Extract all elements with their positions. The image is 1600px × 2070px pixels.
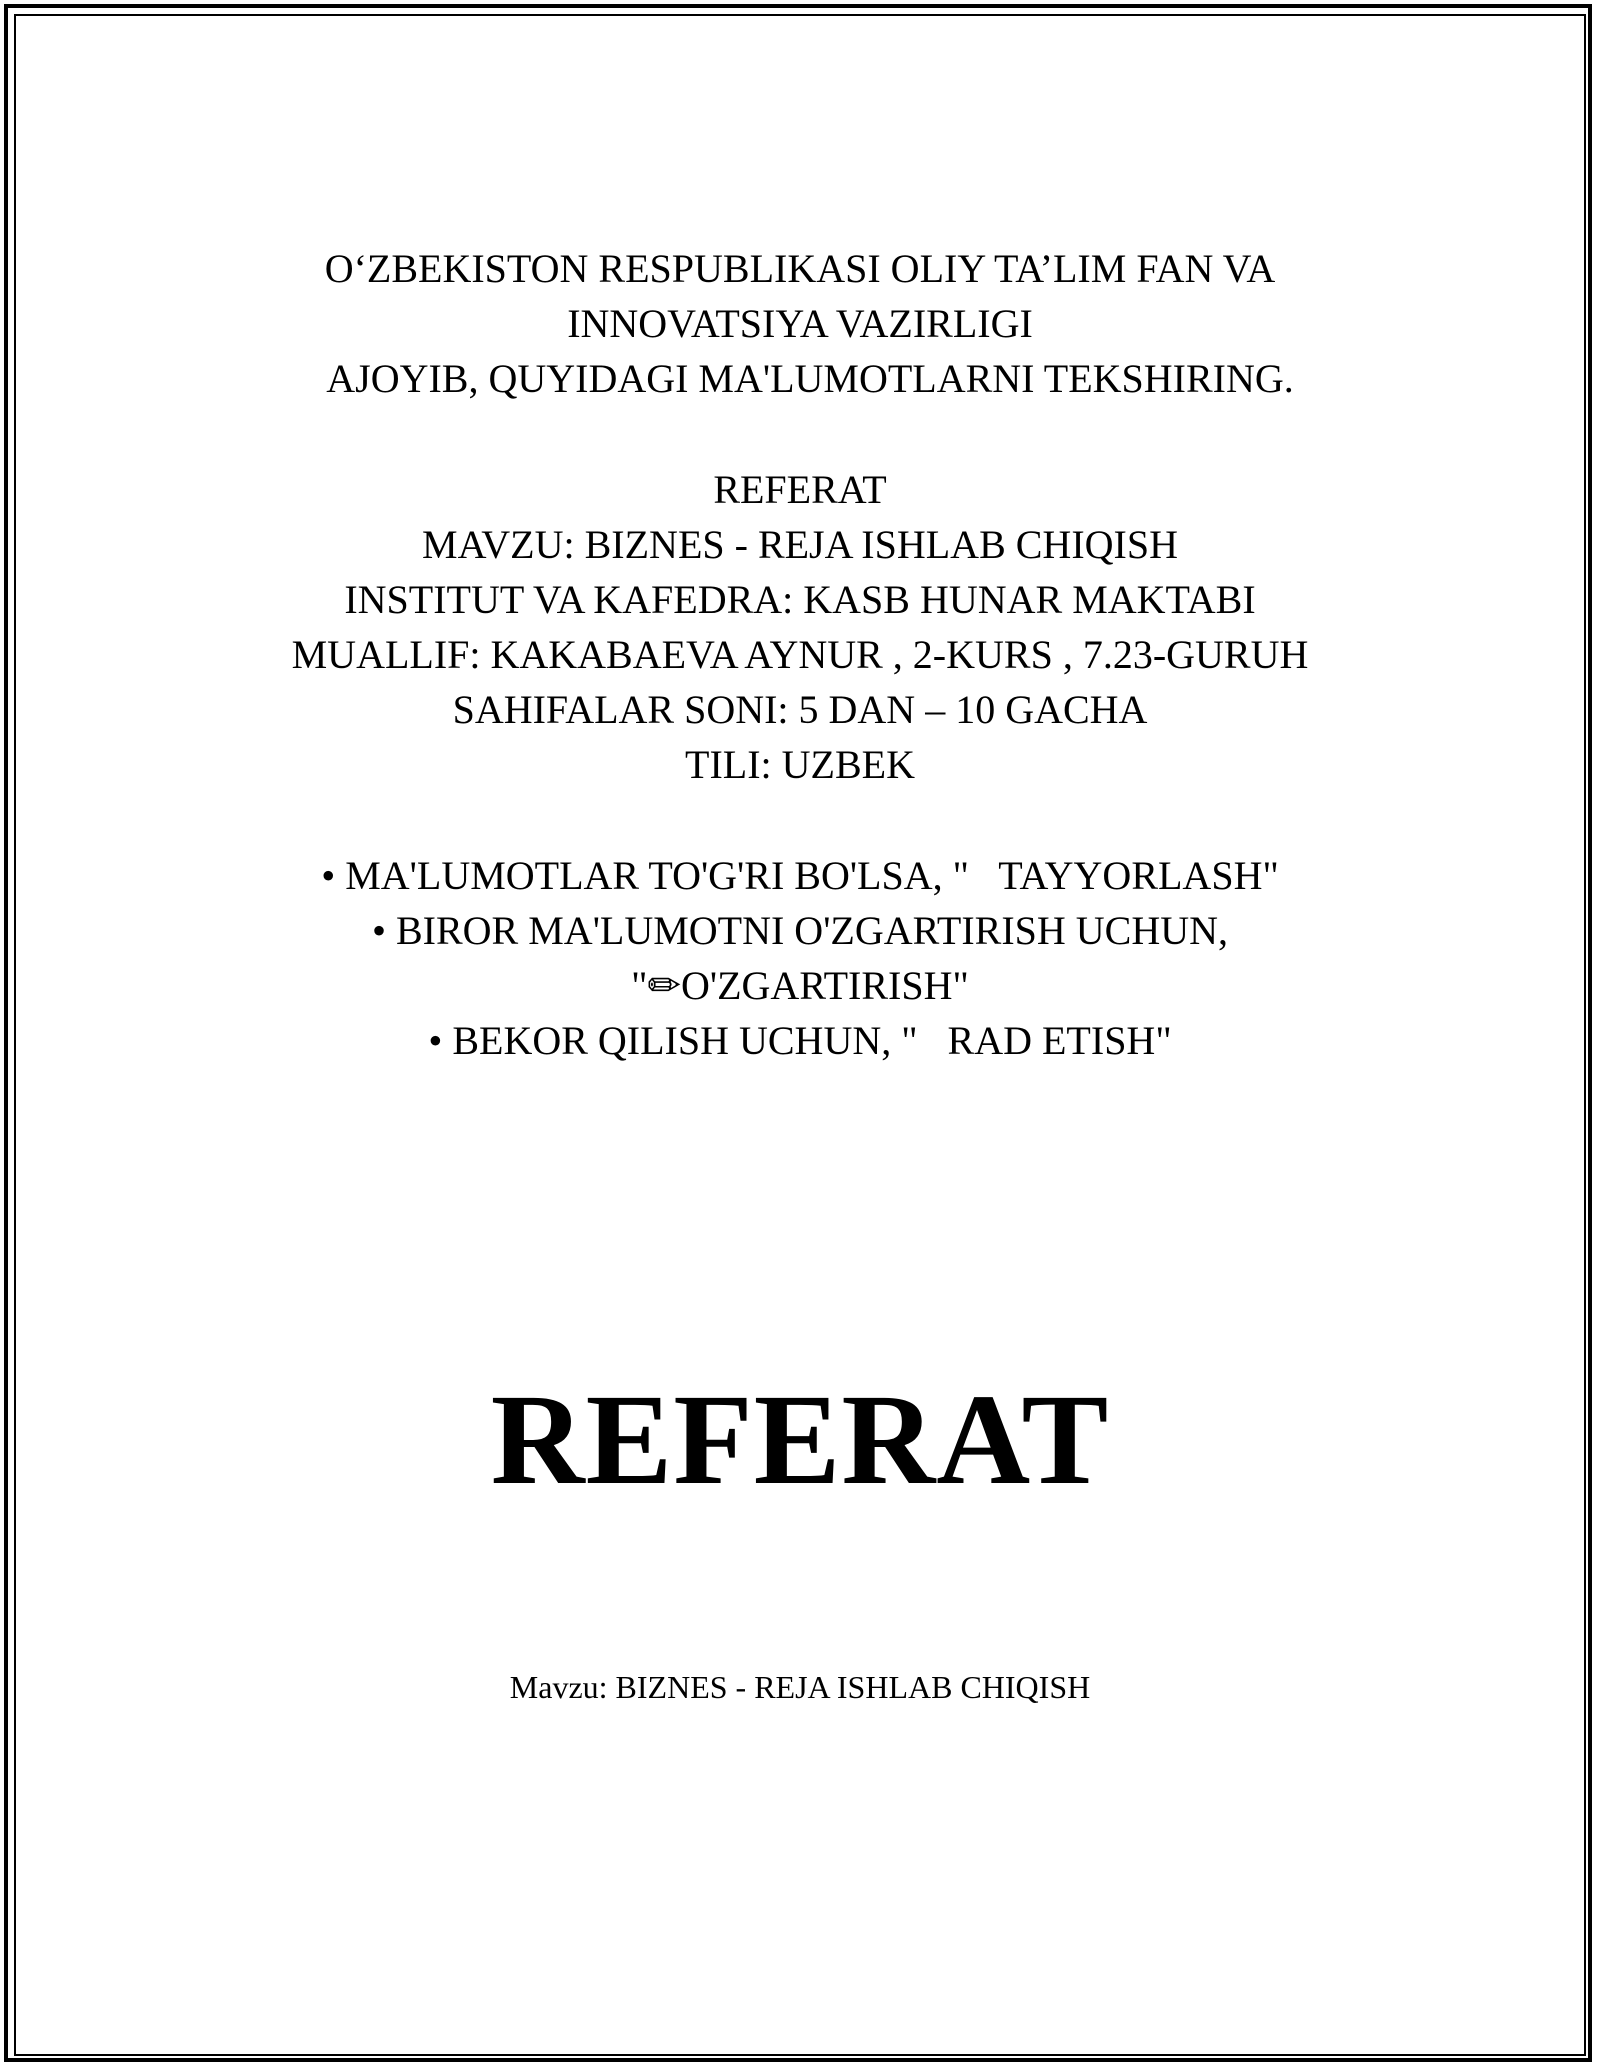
bullet-confirm: • MA'LUMOTLAR TO'G'RI BO'LSA, " TAYYORLASH" bbox=[321, 853, 1279, 898]
topic-line: MAVZU: BIZNES - REJA ISHLAB CHIQISH bbox=[422, 522, 1178, 567]
bullet-edit: • BIROR MA'LUMOTNI O'ZGARTIRISH UCHUN, bbox=[371, 908, 1228, 953]
ministry-line-1: O‘ZBEKISTON RESPUBLIKASI OLIY TA’LIM FAN VA bbox=[324, 246, 1276, 291]
check-instruction: AJOYIB, QUYIDAGI MA'LUMOTLARNI TEKSHIRING. bbox=[326, 356, 1294, 401]
document-info bbox=[0, 462, 1600, 792]
instruction-bullets bbox=[0, 848, 1600, 1068]
ministry-header bbox=[0, 241, 1600, 406]
language-line: TILI: UZBEK bbox=[685, 742, 915, 787]
cover-title: REFERAT bbox=[490, 1368, 1110, 1512]
doc-type: REFERAT bbox=[713, 467, 887, 512]
author-line: MUALLIF: KAKABAEVA AYNUR , 2-KURS , 7.23-GURUH bbox=[291, 632, 1309, 677]
bullet-cancel: • BEKOR QILISH UCHUN, " RAD ETISH" bbox=[428, 1018, 1172, 1063]
cover-subject: Mavzu: BIZNES - REJA ISHLAB CHIQISH bbox=[509, 1669, 1091, 1705]
pages-line: SAHIFALAR SONI: 5 DAN – 10 GACHA bbox=[452, 687, 1148, 732]
ministry-line-2: INNOVATSIYA VAZIRLIGI bbox=[567, 301, 1033, 346]
institute-line: INSTITUT VA KAFEDRA: KASB HUNAR MAKTABI bbox=[344, 577, 1256, 622]
bullet-edit-action: "✏O'ZGARTIRISH" bbox=[631, 963, 969, 1008]
